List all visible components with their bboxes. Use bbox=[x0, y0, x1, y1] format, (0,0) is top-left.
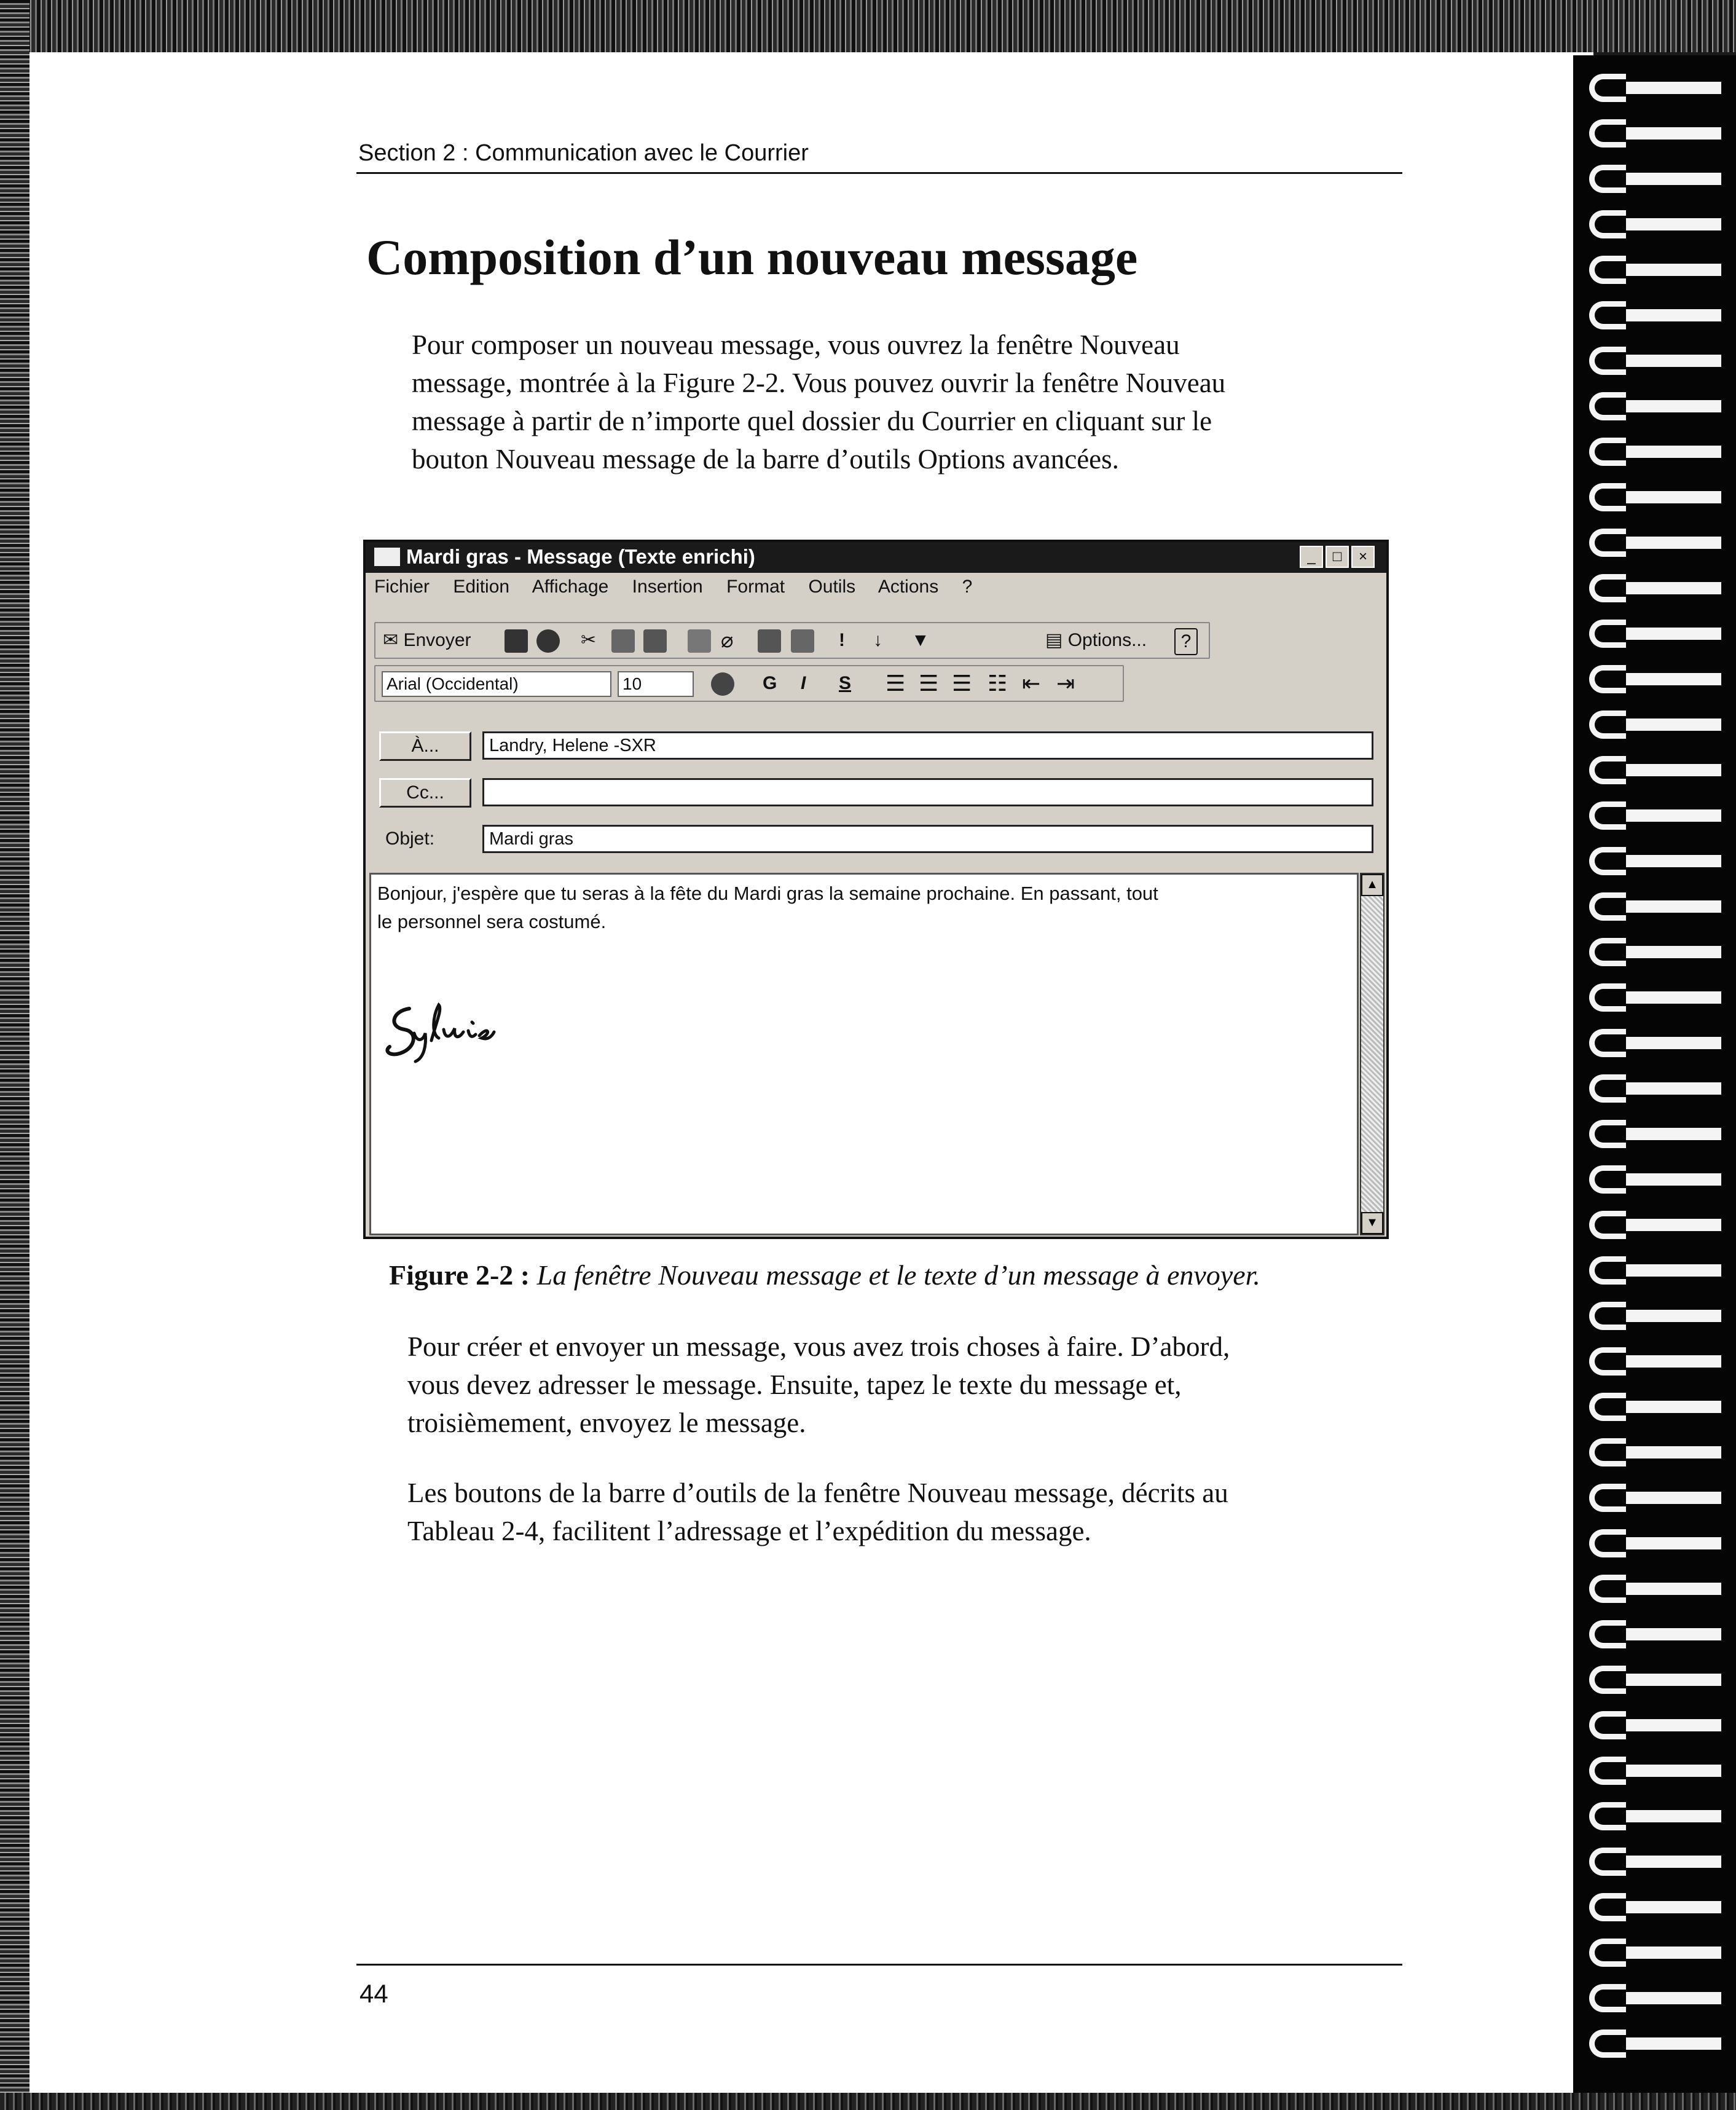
binding-coil bbox=[1589, 1575, 1721, 1603]
insert-file-icon[interactable] bbox=[688, 629, 711, 653]
binding-coil bbox=[1589, 1302, 1721, 1330]
binding-coil bbox=[1589, 438, 1721, 466]
figure-caption bbox=[389, 1259, 1260, 1291]
binding-coil bbox=[1589, 301, 1721, 329]
vertical-scrollbar[interactable] bbox=[1360, 873, 1384, 1235]
caption-label: Figure 2-2 : bbox=[389, 1259, 530, 1291]
options-icon: ▤ bbox=[1045, 630, 1068, 650]
binding-coil bbox=[1589, 74, 1721, 102]
page-title: Composition d’un nouveau message bbox=[366, 229, 1138, 285]
binding-coil bbox=[1589, 1074, 1721, 1103]
binding-coil bbox=[1589, 756, 1721, 784]
high-importance-icon[interactable]: ! bbox=[839, 630, 845, 650]
scan-edge-bottom bbox=[0, 2093, 1736, 2110]
send-button[interactable] bbox=[383, 628, 471, 653]
menu-edition[interactable]: Edition bbox=[453, 577, 510, 597]
intro-line: bouton Nouveau message de la barre d’outils Options avancées. bbox=[412, 444, 1119, 474]
align-left-icon[interactable]: ☰ bbox=[886, 671, 906, 696]
window-title: Mardi gras - Message (Texte enrichi) bbox=[406, 545, 755, 568]
low-importance-icon[interactable]: ↓ bbox=[873, 630, 882, 650]
binding-coil bbox=[1589, 665, 1721, 693]
binding-coil bbox=[1589, 210, 1721, 238]
binding-coil bbox=[1589, 1939, 1721, 1967]
section-header: Section 2 : Communication avec le Courrier bbox=[358, 140, 809, 166]
window-titlebar bbox=[366, 542, 1386, 573]
italic-button[interactable]: I bbox=[801, 673, 806, 693]
address-book-icon[interactable] bbox=[758, 629, 781, 653]
binding-coil bbox=[1589, 983, 1721, 1012]
attach-icon[interactable]: ⌀ bbox=[721, 629, 734, 652]
subject-label: Objet: bbox=[385, 829, 435, 849]
binding-coil bbox=[1589, 1984, 1721, 2012]
binding-coil bbox=[1589, 847, 1721, 875]
scan-edge-left bbox=[0, 0, 29, 2110]
to-field[interactable]: Landry, Helene -SXR bbox=[482, 731, 1373, 760]
message-line: le personnel sera costumé. bbox=[377, 911, 607, 932]
steps-line: troisièmement, envoyez le message. bbox=[407, 1407, 806, 1438]
steps-paragraph bbox=[407, 1328, 1230, 1442]
scroll-down-button[interactable]: ▼ bbox=[1361, 1212, 1383, 1234]
align-right-icon[interactable]: ☰ bbox=[952, 671, 972, 696]
close-button[interactable]: × bbox=[1351, 546, 1375, 568]
cc-field[interactable] bbox=[482, 778, 1373, 806]
menu-bar bbox=[374, 577, 991, 604]
binding-coil bbox=[1589, 1347, 1721, 1376]
binding-coil bbox=[1589, 1438, 1721, 1466]
options-label: Options... bbox=[1067, 630, 1147, 650]
decrease-indent-icon[interactable]: ⇤ bbox=[1022, 671, 1041, 696]
scan-edge-top bbox=[0, 0, 1736, 52]
binding-coil bbox=[1589, 1666, 1721, 1694]
caption-text: La fenêtre Nouveau message et le texte d’un message à envoyer. bbox=[536, 1259, 1260, 1291]
menu-insertion[interactable]: Insertion bbox=[632, 577, 703, 597]
message-line: Bonjour, j'espère que tu seras à la fête du Mardi gras la semaine prochaine. En passant, tout bbox=[377, 883, 1158, 904]
binding-coil bbox=[1589, 801, 1721, 830]
footer-rule bbox=[356, 1964, 1402, 1966]
binding-coil bbox=[1589, 256, 1721, 284]
binding-coil bbox=[1589, 574, 1721, 602]
intro-paragraph bbox=[412, 326, 1225, 478]
cc-button[interactable]: Cc... bbox=[379, 778, 471, 808]
save-icon[interactable] bbox=[505, 629, 528, 653]
page-number: 44 bbox=[359, 1979, 388, 2008]
to-button[interactable]: À... bbox=[379, 731, 471, 761]
scroll-up-button[interactable]: ▲ bbox=[1361, 874, 1383, 896]
menu-fichier[interactable]: Fichier bbox=[374, 577, 430, 597]
increase-indent-icon[interactable]: ⇥ bbox=[1056, 671, 1075, 696]
binding-coil bbox=[1589, 892, 1721, 921]
envelope-icon bbox=[374, 548, 400, 566]
minimize-button[interactable]: _ bbox=[1300, 546, 1323, 568]
menu-actions[interactable]: Actions bbox=[878, 577, 939, 597]
binding-coil bbox=[1589, 1256, 1721, 1285]
binding-coil bbox=[1589, 1120, 1721, 1148]
standard-toolbar bbox=[374, 622, 1210, 659]
spiral-binding bbox=[1573, 55, 1736, 2096]
binding-coil bbox=[1589, 347, 1721, 375]
menu-affichage[interactable]: Affichage bbox=[532, 577, 609, 597]
binding-coil bbox=[1589, 1757, 1721, 1785]
binding-coil bbox=[1589, 1484, 1721, 1512]
menu-format[interactable]: Format bbox=[726, 577, 785, 597]
binding-coil bbox=[1589, 938, 1721, 966]
formatting-toolbar bbox=[374, 665, 1124, 702]
message-text bbox=[377, 880, 1336, 936]
signature-image bbox=[380, 998, 497, 1065]
binding-coil bbox=[1589, 1711, 1721, 1739]
binding-coil bbox=[1589, 1848, 1721, 1876]
binding-coil bbox=[1589, 1529, 1721, 1557]
binding-coil bbox=[1589, 1029, 1721, 1057]
paste-icon[interactable] bbox=[643, 629, 667, 653]
underline-button[interactable]: S bbox=[839, 673, 852, 693]
maximize-button[interactable]: □ bbox=[1326, 546, 1349, 568]
binding-coil bbox=[1589, 2029, 1721, 2058]
subject-field[interactable]: Mardi gras bbox=[482, 825, 1373, 853]
binding-coil bbox=[1589, 620, 1721, 648]
new-message-window bbox=[363, 540, 1389, 1239]
intro-line: message, montrée à la Figure 2-2. Vous pouvez ouvrir la fenêtre Nouveau bbox=[412, 368, 1226, 398]
font-color-icon[interactable] bbox=[711, 672, 734, 696]
menu-outils[interactable]: Outils bbox=[808, 577, 856, 597]
print-icon[interactable] bbox=[536, 629, 560, 653]
help-icon[interactable]: ? bbox=[1174, 628, 1198, 655]
binding-coil bbox=[1589, 165, 1721, 193]
bold-button[interactable]: G bbox=[763, 673, 777, 693]
align-center-icon[interactable]: ☰ bbox=[919, 671, 939, 696]
bullets-icon[interactable]: ☷ bbox=[988, 671, 1008, 696]
binding-coil bbox=[1589, 1393, 1721, 1421]
intro-line: Pour composer un nouveau message, vous ouvrez la fenêtre Nouveau bbox=[412, 329, 1180, 360]
binding-coil bbox=[1589, 119, 1721, 148]
cut-icon[interactable]: ✂ bbox=[581, 630, 597, 650]
send-label: Envoyer bbox=[403, 630, 471, 650]
message-body[interactable] bbox=[369, 873, 1359, 1235]
flag-icon[interactable]: ▼ bbox=[911, 630, 930, 650]
copy-icon[interactable] bbox=[611, 629, 635, 653]
menu-help[interactable]: ? bbox=[962, 577, 973, 597]
send-icon: ✉ bbox=[383, 630, 404, 650]
binding-coil bbox=[1589, 1211, 1721, 1239]
binding-coil bbox=[1589, 1620, 1721, 1648]
font-size-select[interactable]: 10 bbox=[618, 671, 694, 697]
toolbar-line: Les boutons de la barre d’outils de la fenêtre Nouveau message, décrits au bbox=[407, 1478, 1228, 1508]
binding-coil bbox=[1589, 1165, 1721, 1194]
steps-line: Pour créer et envoyer un message, vous avez trois choses à faire. D’abord, bbox=[407, 1331, 1230, 1362]
binding-coil bbox=[1589, 483, 1721, 511]
binding-coil bbox=[1589, 529, 1721, 557]
header-rule bbox=[356, 172, 1402, 174]
binding-coil bbox=[1589, 392, 1721, 420]
font-select[interactable]: Arial (Occidental) bbox=[382, 671, 611, 697]
intro-line: message à partir de n’importe quel dossier du Courrier en cliquant sur le bbox=[412, 406, 1212, 436]
steps-line: vous devez adresser le message. Ensuite, tapez le texte du message et, bbox=[407, 1369, 1182, 1400]
binding-coil bbox=[1589, 1893, 1721, 1921]
check-names-icon[interactable] bbox=[791, 629, 814, 653]
binding-coil bbox=[1589, 711, 1721, 739]
binding-coil bbox=[1589, 1802, 1721, 1830]
toolbar-line: Tableau 2-4, facilitent l’adressage et l’expédition du message. bbox=[407, 1516, 1091, 1546]
options-button[interactable] bbox=[1045, 628, 1147, 653]
toolbar-paragraph bbox=[407, 1474, 1228, 1550]
